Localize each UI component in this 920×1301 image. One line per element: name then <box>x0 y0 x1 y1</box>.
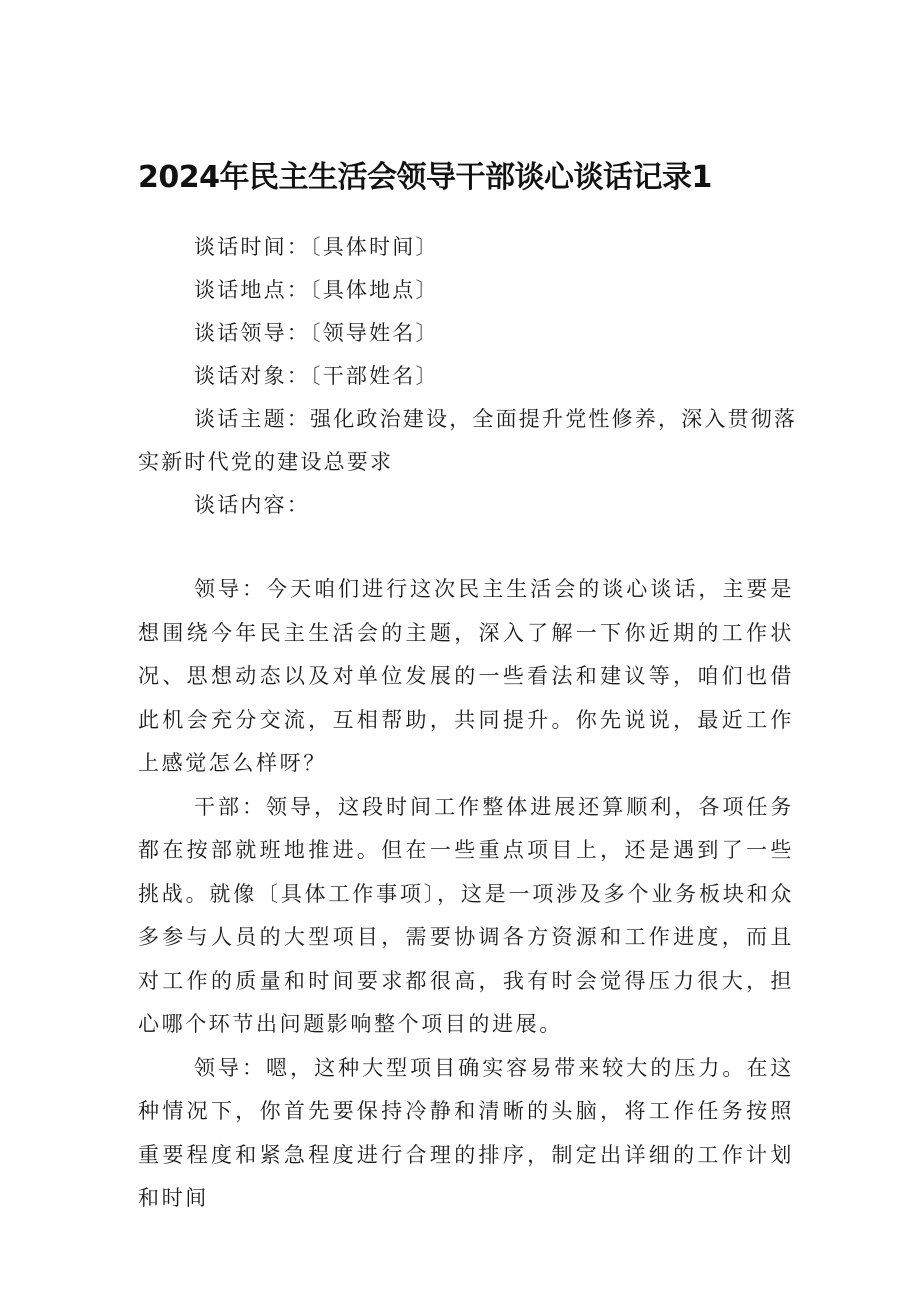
paragraph-leader-2: 领导：嗯，这种大型项目确实容易带来较大的压力。在这种情况下，你首先要保持冷静和清晰的头脑，将工作任务按照重要程度和紧急程度进行合理的排序，制定出详细的工作计划和时间 <box>138 1055 794 1210</box>
meta-cadre: 谈话对象：〔干部姓名〕 <box>194 364 439 388</box>
document-title: 2024年民主生活会领导干部谈心谈话记录1 <box>138 160 712 195</box>
meta-block <box>138 226 798 527</box>
meta-leader: 谈话领导：〔领导姓名〕 <box>194 321 439 345</box>
paragraph-leader-1: 领导：今天咱们进行这次民主生活会的谈心谈话，主要是想围绕今年民主生活会的主题，深入了解一下你近期的工作状况、思想动态以及对单位发展的一些看法和建议等，咱们也借此机会充分交流，互相帮助，共同提升。你先说说，最近工作上感觉怎么样呀？ <box>138 577 794 775</box>
meta-topic: 谈话主题：强化政治建设，全面提升党性修养，深入贯彻落实新时代党的建设总要求 <box>138 407 798 474</box>
meta-time: 谈话时间：〔具体时间〕 <box>194 235 439 259</box>
meta-place: 谈话地点：〔具体地点〕 <box>194 278 439 302</box>
document-body <box>138 568 794 1221</box>
meta-content-label: 谈话内容： <box>194 493 310 517</box>
paragraph-cadre-1: 干部：领导，这段时间工作整体进展还算顺利，各项任务都在按部就班地推进。但在一些重点项目上，还是遇到了一些挑战。就像〔具体工作事项〕，这是一项涉及多个业务板块和众多参与人员的大型项目，需要协调各方资源和工作进度，而且对工作的质量和时间要求都很高，我有时会觉得压力很大，担心哪个环节出问题影响整个项目的进展。 <box>138 794 794 1036</box>
